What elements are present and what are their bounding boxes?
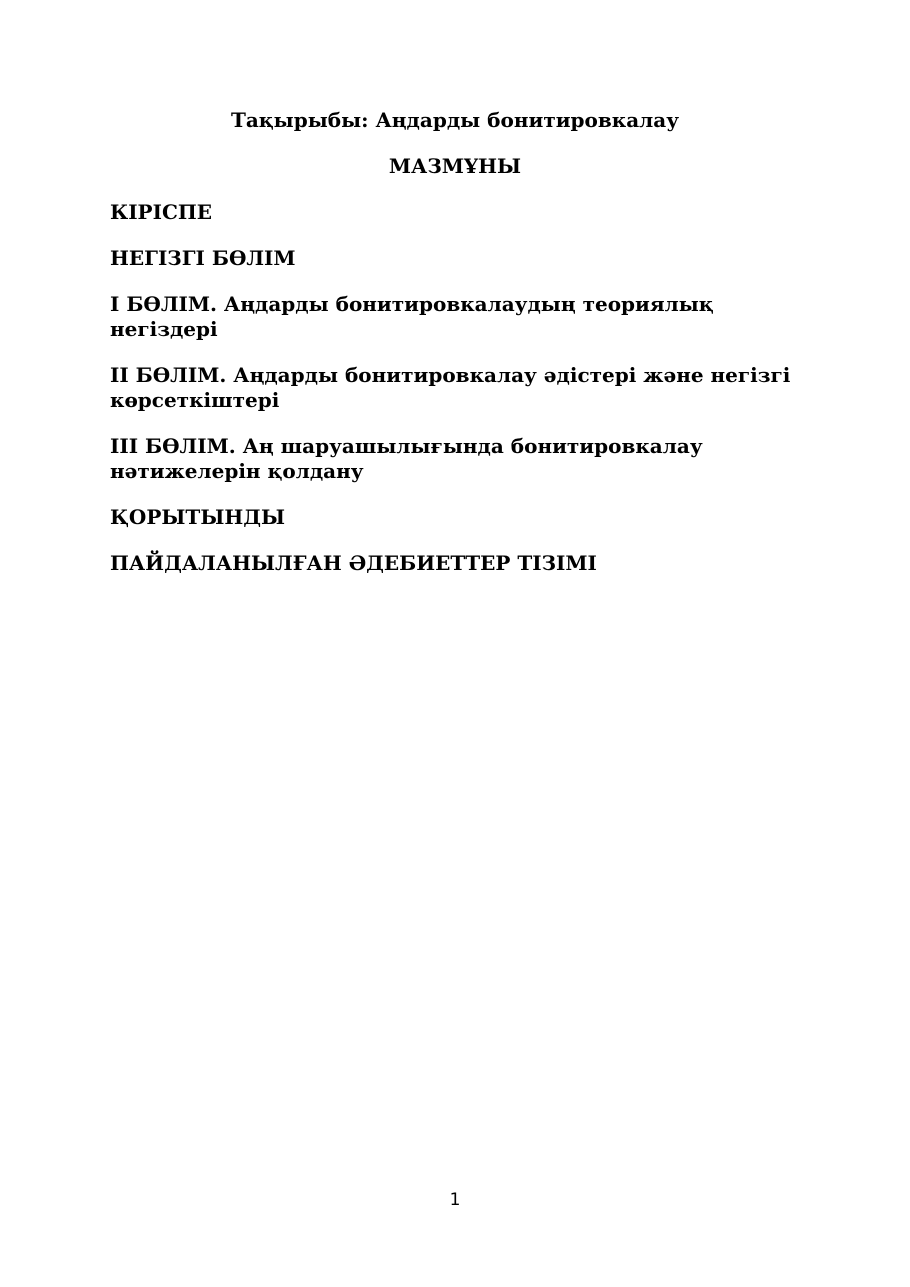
document-title: Тақырыбы: Аңдарды бонитировкалау (230, 108, 680, 132)
toc-item-introduction: КІРІСПЕ (110, 200, 212, 224)
toc-item-main-part: НЕГІЗГІ БӨЛІМ (110, 246, 296, 270)
toc-list (110, 200, 800, 576)
page-content (110, 108, 800, 597)
toc-item-part-2: ІІ БӨЛІМ. Аңдарды бонитировкалау әдістері және негізгі көрсеткіштері (110, 363, 791, 412)
toc-heading: МАЗМҰНЫ (388, 154, 522, 178)
page-number: 1 (449, 1190, 461, 1210)
toc-item-part-1: І БӨЛІМ. Аңдарды бонитировкалаудың теориялық негіздері (110, 292, 714, 341)
toc-item-conclusion: ҚОРЫТЫНДЫ (110, 505, 286, 529)
toc-item-part-3: ІІІ БӨЛІМ. Аң шаруашылығында бонитировкалау нәтижелерін қолдану (110, 434, 703, 483)
toc-item-references: ПАЙДАЛАНЫЛҒАН ӘДЕБИЕТТЕР ТІЗІМІ (110, 551, 597, 575)
